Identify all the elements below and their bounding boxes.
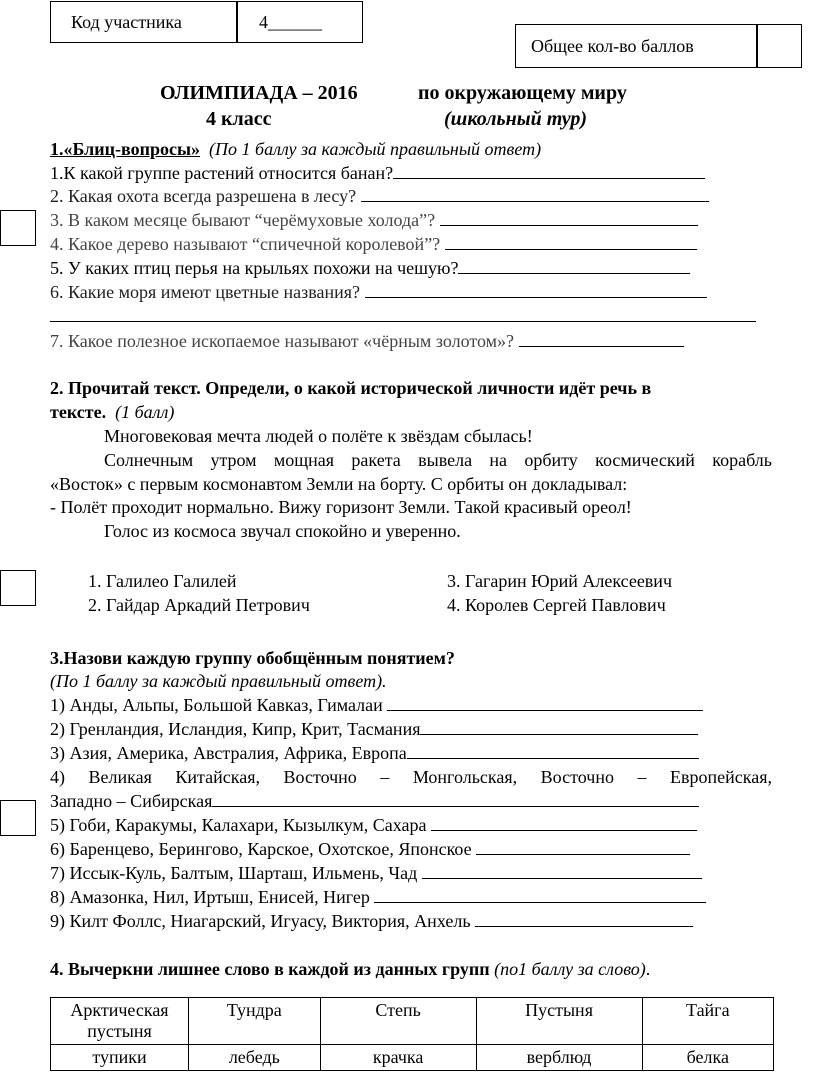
question-2 [50, 185, 709, 207]
group-3 [50, 742, 699, 764]
question-6-text: 6. Какие моря имеют цветные названия? [50, 282, 360, 302]
group-answer-6[interactable] [476, 838, 690, 855]
section2-note: (1 балл) [115, 402, 175, 422]
table-header-cell: Тундра [188, 998, 320, 1045]
group-answer-9[interactable] [475, 910, 693, 927]
title-subject: по окружающему миру [418, 82, 627, 104]
participant-code-value: 4______ [259, 12, 322, 32]
table-cell[interactable]: белка [642, 1045, 773, 1071]
score-box-2[interactable] [0, 570, 36, 606]
group-9-text: 9) Килт Фоллс, Ниагарский, Игуасу, Виктория, Анхель [50, 911, 471, 931]
option-3[interactable]: 3. Гагарин Юрий Алексеевич [447, 571, 672, 591]
question-1-text: 1.К какой группе растений относится банан? [50, 163, 394, 183]
section1-heading: 1.«Блиц-вопросы» [50, 139, 201, 159]
group-6 [50, 838, 690, 860]
group-2 [50, 718, 698, 740]
section4-heading: 4. Вычеркни лишнее слово в каждой из данных групп [50, 959, 490, 979]
table-header-cell: Тайга [642, 998, 773, 1045]
table-cell[interactable]: тупики [51, 1045, 189, 1071]
section2-text-5: Голос из космоса звучал спокойно и уверенно. [104, 521, 461, 541]
group-4b-text: Западно – Сибирская [50, 791, 213, 811]
table-header-cell: Пустыня [476, 998, 642, 1045]
answer-line-4[interactable] [445, 233, 697, 250]
table-cell[interactable]: лебедь [188, 1045, 320, 1071]
section4-heading-line: 4. Вычеркни лишнее слово в каждой из данных групп (по1 баллу за слово). [50, 959, 651, 979]
score-box-3[interactable] [0, 800, 36, 836]
group-answer-3[interactable] [407, 742, 699, 759]
section1-heading-line [50, 138, 541, 160]
group-5-text: 5) Гоби, Каракумы, Калахари, Кызылкум, Сахара [50, 815, 427, 835]
question-4-text: 4. Какое дерево называют “спичечной королевой”? [50, 234, 441, 254]
total-score-divider [756, 25, 758, 67]
table-row [51, 1045, 774, 1071]
total-score-label: Общее кол-во баллов [531, 36, 694, 56]
total-score-box [515, 24, 802, 68]
section4-table [50, 997, 774, 1071]
title-olympiad: ОЛИМПИАДА – 2016 [160, 82, 358, 104]
group-answer-5[interactable] [431, 814, 697, 831]
option-2[interactable]: 2. Гайдар Аркадий Петрович [88, 595, 310, 615]
group-4b [50, 790, 699, 812]
section3-note: (По 1 баллу за каждый правильный ответ). [50, 671, 387, 691]
question-5-text: 5. У каких птиц перья на крыльях похожи на чешую? [50, 258, 459, 278]
table-header-row [51, 998, 774, 1045]
option-1[interactable]: 1. Галилео Галилей [88, 571, 237, 591]
section2-heading-b: тексте. [50, 402, 107, 422]
group-4: 4) Великая Китайская, Восточно – Монгольская, Восточно – Европейская, [50, 767, 772, 787]
group-2-text: 2) Гренландия, Исландия, Кипр, Крит, Тасмания [50, 719, 421, 739]
title-grade: 4 класс [206, 108, 272, 130]
answer-line-1[interactable] [393, 162, 705, 179]
section3-heading: 3.Назови каждую группу обобщённым понятием? [50, 648, 455, 668]
title-round: (школьный тур) [444, 108, 588, 130]
group-8-text: 8) Амазонка, Нил, Иртыш, Енисей, Нигер [50, 887, 370, 907]
question-3-text: 3. В каком месяце бывают “черёмуховые холода”? [50, 210, 436, 230]
section2-text-4: - Полёт проходит нормально. Вижу горизонт Земли. Такой красивый ореол! [50, 497, 632, 517]
option-4[interactable]: 4. Королев Сергей Павлович [447, 595, 666, 615]
question-2-text: 2. Какая охота всегда разрешена в лесу? [50, 186, 357, 206]
section4-note: (по1 баллу за слово) [494, 959, 646, 979]
table-header-cell: Арктическая пустыня [51, 998, 189, 1045]
participant-code-label: Код участника [71, 12, 182, 32]
group-5 [50, 814, 697, 836]
group-6-text: 6) Баренцево, Берингово, Карское, Охотское, Японское [50, 839, 472, 859]
score-box-1[interactable] [0, 210, 36, 246]
group-7-text: 7) Иссык-Куль, Балтым, Шарташ, Ильмень, Чад [50, 863, 418, 883]
question-6 [50, 281, 707, 303]
group-8 [50, 886, 706, 908]
answer-line-3[interactable] [440, 209, 698, 226]
group-answer-1[interactable] [387, 694, 703, 711]
answer-line-7[interactable] [519, 330, 684, 347]
section2-text-3: «Восток» с первым космонавтом Земли на борту. С орбиты он докладывал: [50, 474, 628, 494]
section2-heading-a: 2. Прочитай текст. Определи, о какой исторической личности идёт речь в [50, 378, 652, 398]
group-3-text: 3) Азия, Америка, Австралия, Африка, Европа [50, 743, 407, 763]
participant-code-box [50, 1, 363, 43]
question-7-text: 7. Какое полезное ископаемое называют «чёрным золотом»? [50, 331, 514, 351]
group-answer-8[interactable] [374, 886, 706, 903]
answer-line-2[interactable] [361, 185, 709, 202]
table-header-cell: Степь [320, 998, 476, 1045]
section2-text-2: Солнечным утром мощная ракета вывела на орбиту космический корабль [104, 450, 772, 470]
participant-code-divider [236, 2, 238, 42]
group-answer-2[interactable] [420, 718, 698, 735]
table-cell[interactable]: крачка [320, 1045, 476, 1071]
table-cell[interactable]: верблюд [476, 1045, 642, 1071]
section2-text-1: Многовековая мечта людей о полёте к звёздам сбылась! [104, 426, 533, 446]
group-answer-7[interactable] [422, 862, 702, 879]
group-answer-4[interactable] [212, 790, 699, 807]
question-3 [50, 209, 698, 231]
section2-heading-b-line [50, 401, 174, 423]
section1-note: (По 1 баллу за каждый правильный ответ) [209, 139, 542, 159]
question-7 [50, 330, 684, 352]
group-1-text: 1) Анды, Альпы, Большой Кавказ, Гималаи [50, 695, 383, 715]
group-7 [50, 862, 702, 884]
answer-line-6[interactable] [365, 281, 707, 298]
question-1 [50, 162, 705, 184]
answer-line-6b[interactable] [50, 321, 756, 322]
question-4 [50, 233, 697, 255]
group-1 [50, 694, 703, 716]
answer-line-5[interactable] [458, 257, 690, 274]
group-9 [50, 910, 693, 932]
question-5 [50, 257, 690, 279]
